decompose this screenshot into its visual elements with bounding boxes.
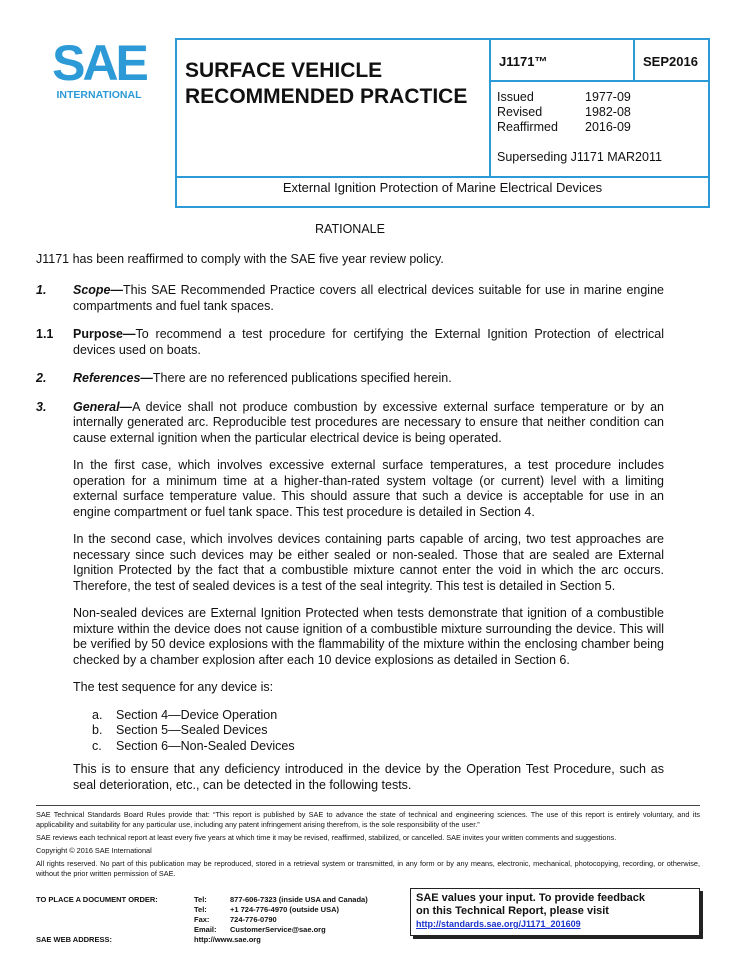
list-item: c. Section 6—Non-Sealed Devices — [92, 738, 295, 753]
svg-text:INTERNATIONAL: INTERNATIONAL — [56, 89, 142, 101]
test-sequence-list — [92, 708, 664, 755]
section-1-1: 1.1 Purpose—To recommend a test procedure for certifying the External Ignition Protection of electrical devices used on boats. — [36, 327, 664, 357]
footer-notices: SAE Technical Standards Board Rules provide that: “This report is published by SAE to advance the state of technical and engineering sciences. The use of this report is entirely voluntary, and its applicability and suitability for any particular use, including any patent infringement arising therefrom, is the sole responsibility of the user.” SAE reviews each technical report at least every five years at which time it may be revised, reaffirmed, stabilized, or cancelled. SAE invites your written comments and suggestions. Copyright © 2016 SAE International All rights reserved. No part of this publication may be reproduced, stored in a retrieval system or transmitted, in any form or by any means, electronic, mechanical, photocopying, recording, or otherwise, without the prior written permission of SAE. — [36, 810, 700, 878]
sae-logo — [44, 38, 154, 104]
footer-divider — [36, 805, 700, 806]
sae-logo-mark — [44, 38, 154, 104]
web-link[interactable]: http://www.sae.org — [194, 935, 261, 944]
section-3: 3. General—A device shall not produce combustion by excessive external surface temperature or by an internally generated arc. Reproducible test procedures are necessary to ensure that neither condition can cause external ignition when the particular electrical device is being operated. — [36, 399, 664, 445]
section-2: 2. References—There are no referenced publications specified herein. — [36, 371, 452, 385]
rationale-heading: RATIONALE — [315, 222, 385, 236]
document-number: J1171™ — [499, 54, 548, 69]
document-type: SURFACE VEHICLE RECOMMENDED PRACTICE — [185, 59, 468, 108]
document-body — [36, 222, 664, 793]
svg-text:SAE: SAE — [52, 38, 146, 91]
feedback-box: SAE values your input. To provide feedback on this Technical Report, please visit http://standards.sae.org/J1171_201609 — [410, 888, 700, 936]
paragraph: This is to ensure that any deficiency introduced in the device by the Operation Test Procedure, such as seal deterioration, etc., can be detected in the following tests. — [73, 762, 664, 792]
list-item: b. Section 5—Sealed Devices — [92, 723, 268, 737]
list-item: a. Section 4—Device Operation — [92, 707, 278, 722]
document-title: External Ignition Protection of Marine Electrical Devices — [282, 180, 603, 195]
paragraph: The test sequence for any device is: — [73, 680, 274, 694]
superseding-note: Superseding J1171 MAR2011 — [497, 150, 662, 164]
web-address: SAE WEB ADDRESS: http://www.sae.org — [36, 935, 261, 944]
paragraph: In the second case, which involves devices containing parts capable of arcing, two test approaches are necessary since such devices may be either sealed or non-sealed. Those that are sealed are External Ignition Protected by the fact that a combustible mixture cannot enter the void in which the arc occurs. Therefore, the test of sealed devices is a test of the seal integrity. This test is detailed in Section 5. — [73, 532, 664, 593]
section-1: 1. Scope—This SAE Recommended Practice covers all electrical devices suitable for use in marine engine compartments and fuel tank spaces. — [36, 283, 664, 313]
feedback-link[interactable]: http://standards.sae.org/J1171_201609 — [416, 919, 581, 929]
order-info: TO PLACE A DOCUMENT ORDER: Tel: 877-606-7323 (inside USA and Canada) Tel: +1 724-776-4970 (outside USA) Fax: 724-776-0790 Email: CustomerService@sae.org — [36, 895, 368, 934]
paragraph: In the first case, which involves excessive external surface temperatures, a test procedure includes operation for a minimum time at a higher-than-rated system voltage (or current) level with a limiting external surface temperature value. This should assure that such a device is acceptable for use in an engine compartment or fuel tank space. This test procedure is detailed in Section 4. — [73, 458, 664, 519]
document-date: SEP2016 — [643, 54, 698, 69]
document-header — [175, 38, 710, 208]
rationale-text: J1171 has been reaffirmed to comply with the SAE five year review policy. — [36, 251, 444, 266]
date-history: Issued 1977-09 Revised 1982-08 Reaffirmed 2016-09 — [497, 90, 631, 134]
paragraph: Non-sealed devices are External Ignition Protected when tests demonstrate that ignition of a combustible mixture within the device does not cause ignition of a combustible mixture surrounding the device. This will be verified by 50 device explosions with the flammability of the mixture within the enclosing chamber being checked by a chamber explosion after each 10 device explosions as detailed in Section 6. — [73, 606, 664, 667]
